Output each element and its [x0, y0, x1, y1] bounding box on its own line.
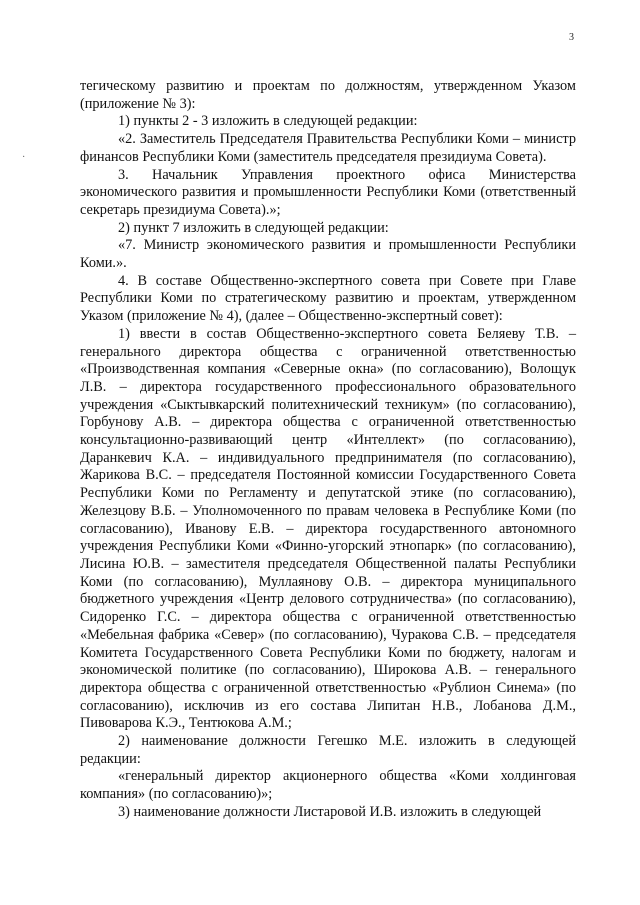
paragraph-quote-2: «2. Заместитель Председателя Правительства Республики Коми – министр финансов Республики Коми (заместитель председателя президиума Совета). [80, 131, 576, 165]
margin-mark: · [22, 152, 26, 163]
paragraph-quote-position: «генеральный директор акционерного общества «Коми холдинговая компания» (по согласованию)»; [80, 768, 576, 803]
paragraph-item-1: 1) пункты 2 - 3 изложить в следующей редакции: [118, 113, 418, 130]
paragraph-members-list: 1) ввести в состав Общественно-экспертного совета Беляеву Т.В. – генерального директора общества с ограниченной ответственностью «Производственная компания «Северные окна» (по согласованию), Волощук Л.В. – директора государственного профессионального образовательного учреждения «Сыктывкарский политехнический техникум» (по согласованию), Горбунову А.В. – директора общества с ограниченной ответственностью консультационно-развивающий центр «Интеллект» (по согласованию), Даранкевич К.А. – индивидуального предпринимателя (по согласованию), Жарикова В.С. – председателя Постоянной комиссии Государственного Совета Республики Коми по Регламенту и депутатской этике (по согласованию), Железцову В.Б. – Уполномоченного по правам человека в Республике Коми (по согласованию), Иванову Е.В. – директора государственного автономного учреждения Республики Коми «Финно-угорский этнопарк» (по согласованию), Лисина Ю.В. – заместителя председателя Общественной палаты Республики Коми (по согласованию), Муллаянову О.В. – директора муниципального бюджетного учреждения «Центр делового сотрудничества» (по согласованию), Сидоренко Г.С. – директора общества с ограниченной ответственностью «Мебельная фабрика «Север» (по согласованию), Чуракова С.В. – председателя Комитета Государственного Совета Республики Коми по бюджету, налогам и экономической политике (по согласованию), Широкова А.В. – генерального директора общества с ограниченной ответственностью «Рублион Синема» (по согласованию), исключив из его состава Липитан Н.В., Лобанова Д.М., Пивоварова К.Э., Тентюкова А.М.; [80, 325, 576, 732]
paragraph-item-2-gegeshko: 2) наименование должности Гегешко М.Е. изложить в следующей редакции: [80, 733, 576, 767]
paragraph-quote-7: «7. Министр экономического развития и промышленности Республики Коми.». [80, 237, 576, 272]
paragraph-continuation: тегическому развитию и проектам по должностям, утвержденном Указом (приложение № 3): [80, 78, 576, 112]
paragraph-item-3-listarova: 3) наименование должности Листаровой И.В. изложить в следующей [118, 803, 542, 820]
paragraph-quote-3: 3. Начальник Управления проектного офиса Министерства экономического развития и промышленности Республики Коми (ответственный секретарь президиума Совета).»; [80, 166, 576, 218]
paragraph-section-4: 4. В составе Общественно-экспертного совета при Совете при Главе Республики Коми по стратегическому развитию и проектам, утвержденном Указом (приложение № 4), (далее – Общественно-экспертный совет): [80, 272, 576, 325]
paragraph-item-2: 2) пункт 7 изложить в следующей редакции: [118, 219, 389, 236]
document-body [80, 78, 576, 822]
page-number: 3 [569, 32, 574, 43]
